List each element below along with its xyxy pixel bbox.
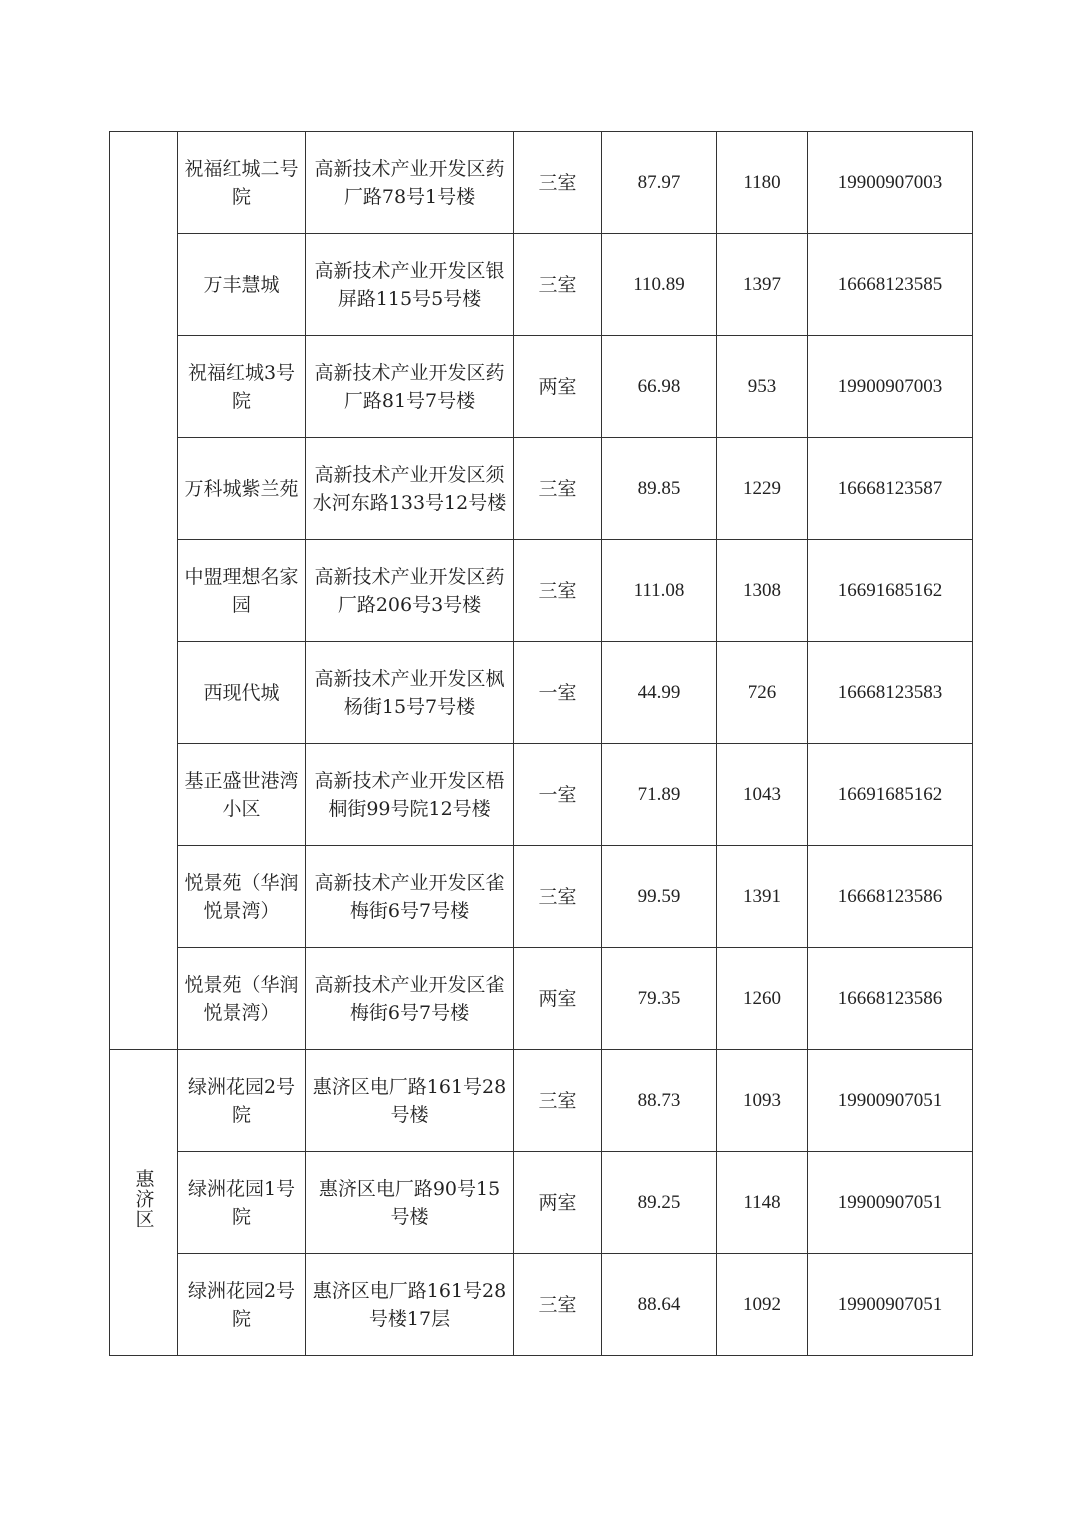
layout-cell: 三室 xyxy=(514,132,602,234)
layout-cell: 一室 xyxy=(514,642,602,744)
address-cell: 高新技术产业开发区药厂路206号3号楼 xyxy=(306,540,514,642)
address-cell: 惠济区电厂路90号15号楼 xyxy=(306,1152,514,1254)
table-row xyxy=(110,846,973,948)
complex-name-cell: 基正盛世港湾小区 xyxy=(178,744,306,846)
area-cell: 71.89 xyxy=(602,744,717,846)
table-row xyxy=(110,132,973,234)
table-row xyxy=(110,540,973,642)
table-row xyxy=(110,1152,973,1254)
phone-cell: 16668123586 xyxy=(808,948,973,1050)
district-cell xyxy=(110,132,178,1050)
table-row xyxy=(110,744,973,846)
area-cell: 88.64 xyxy=(602,1254,717,1356)
phone-cell: 16691685162 xyxy=(808,540,973,642)
table-row xyxy=(110,1050,973,1152)
layout-cell: 三室 xyxy=(514,1050,602,1152)
district-cell xyxy=(110,1050,178,1356)
area-cell: 111.08 xyxy=(602,540,717,642)
layout-cell: 三室 xyxy=(514,846,602,948)
phone-cell: 19900907051 xyxy=(808,1254,973,1356)
address-cell: 高新技术产业开发区枫杨街15号7号楼 xyxy=(306,642,514,744)
layout-cell: 三室 xyxy=(514,1254,602,1356)
complex-name-cell: 万丰慧城 xyxy=(178,234,306,336)
address-cell: 高新技术产业开发区药厂路81号7号楼 xyxy=(306,336,514,438)
complex-name-cell: 西现代城 xyxy=(178,642,306,744)
area-cell: 44.99 xyxy=(602,642,717,744)
area-cell: 87.97 xyxy=(602,132,717,234)
district-label: 惠济区 xyxy=(132,1168,155,1229)
area-cell: 79.35 xyxy=(602,948,717,1050)
phone-cell: 19900907051 xyxy=(808,1050,973,1152)
address-cell: 高新技术产业开发区银屏路115号5号楼 xyxy=(306,234,514,336)
layout-cell: 三室 xyxy=(514,540,602,642)
layout-cell: 三室 xyxy=(514,234,602,336)
address-cell: 高新技术产业开发区须水河东路133号12号楼 xyxy=(306,438,514,540)
area-cell: 88.73 xyxy=(602,1050,717,1152)
phone-cell: 19900907051 xyxy=(808,1152,973,1254)
table-row xyxy=(110,336,973,438)
rent-cell: 1260 xyxy=(717,948,808,1050)
complex-name-cell: 祝福红城二号院 xyxy=(178,132,306,234)
complex-name-cell: 绿洲花园2号院 xyxy=(178,1050,306,1152)
rent-cell: 1148 xyxy=(717,1152,808,1254)
rent-cell: 1093 xyxy=(717,1050,808,1152)
layout-cell: 三室 xyxy=(514,438,602,540)
rent-cell: 1180 xyxy=(717,132,808,234)
layout-cell: 两室 xyxy=(514,336,602,438)
table-row xyxy=(110,438,973,540)
address-cell: 高新技术产业开发区雀梅街6号7号楼 xyxy=(306,948,514,1050)
complex-name-cell: 绿洲花园2号院 xyxy=(178,1254,306,1356)
layout-cell: 两室 xyxy=(514,948,602,1050)
layout-cell: 一室 xyxy=(514,744,602,846)
area-cell: 110.89 xyxy=(602,234,717,336)
complex-name-cell: 悦景苑（华润悦景湾） xyxy=(178,846,306,948)
housing-listing-table xyxy=(109,131,973,1356)
area-cell: 89.85 xyxy=(602,438,717,540)
complex-name-cell: 万科城紫兰苑 xyxy=(178,438,306,540)
phone-cell: 16691685162 xyxy=(808,744,973,846)
table-body xyxy=(110,132,973,1356)
rent-cell: 1092 xyxy=(717,1254,808,1356)
phone-cell: 19900907003 xyxy=(808,336,973,438)
rent-cell: 953 xyxy=(717,336,808,438)
address-cell: 高新技术产业开发区梧桐街99号院12号楼 xyxy=(306,744,514,846)
table-row xyxy=(110,642,973,744)
phone-cell: 16668123586 xyxy=(808,846,973,948)
rent-cell: 1391 xyxy=(717,846,808,948)
complex-name-cell: 绿洲花园1号院 xyxy=(178,1152,306,1254)
table-row xyxy=(110,1254,973,1356)
rent-cell: 726 xyxy=(717,642,808,744)
address-cell: 高新技术产业开发区药厂路78号1号楼 xyxy=(306,132,514,234)
table-row xyxy=(110,234,973,336)
complex-name-cell: 悦景苑（华润悦景湾） xyxy=(178,948,306,1050)
address-cell: 惠济区电厂路161号28号楼 xyxy=(306,1050,514,1152)
rent-cell: 1308 xyxy=(717,540,808,642)
phone-cell: 16668123587 xyxy=(808,438,973,540)
complex-name-cell: 祝福红城3号院 xyxy=(178,336,306,438)
table-row xyxy=(110,948,973,1050)
phone-cell: 16668123585 xyxy=(808,234,973,336)
layout-cell: 两室 xyxy=(514,1152,602,1254)
phone-cell: 16668123583 xyxy=(808,642,973,744)
rent-cell: 1229 xyxy=(717,438,808,540)
rent-cell: 1043 xyxy=(717,744,808,846)
area-cell: 66.98 xyxy=(602,336,717,438)
phone-cell: 19900907003 xyxy=(808,132,973,234)
area-cell: 99.59 xyxy=(602,846,717,948)
address-cell: 惠济区电厂路161号28号楼17层 xyxy=(306,1254,514,1356)
address-cell: 高新技术产业开发区雀梅街6号7号楼 xyxy=(306,846,514,948)
complex-name-cell: 中盟理想名家园 xyxy=(178,540,306,642)
rent-cell: 1397 xyxy=(717,234,808,336)
area-cell: 89.25 xyxy=(602,1152,717,1254)
